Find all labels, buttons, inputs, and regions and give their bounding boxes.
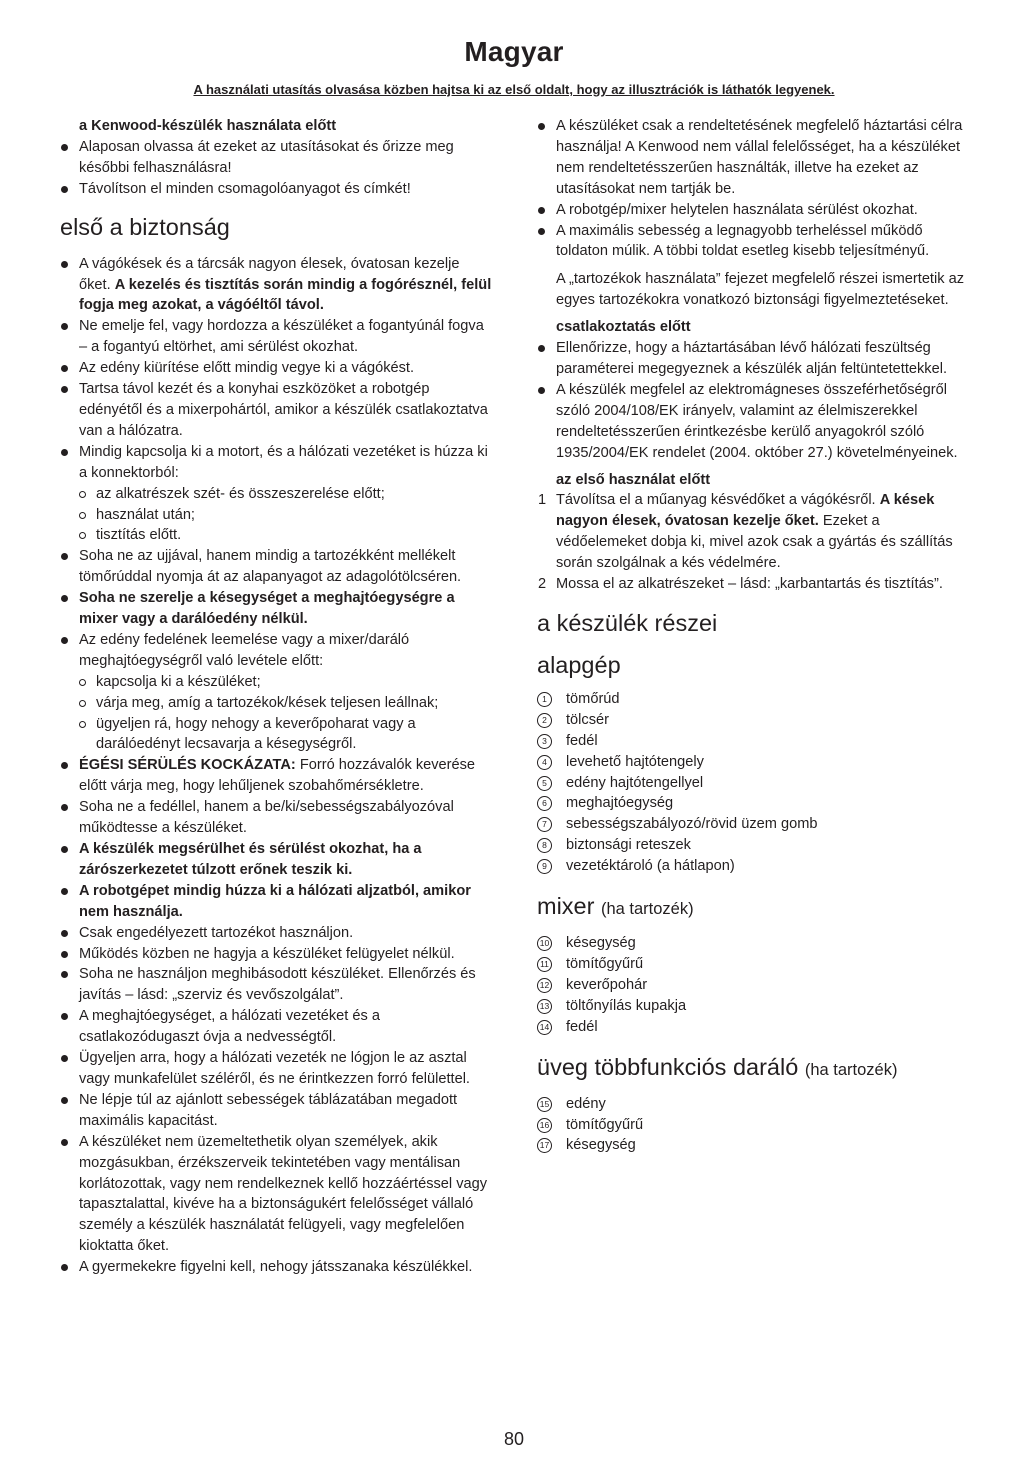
list-item (60, 254, 492, 317)
part-item (537, 1017, 969, 1038)
list-item: A készüléket nem üzemeltethetik olyan személyek, akik mozgásukban, érzékszerveik tekintetében vagy mentálisan korlátozottak, vagy nem rendelkeznek kellő hozzáértéssel vagy tapasztalattal, kivéve ha a biztonságukért felelősséget vállaló személy a készülék használatát felügyeli, vagy megfelelően kioktatta őket. (60, 1132, 492, 1257)
part-label: tömőrúd (566, 690, 620, 707)
list-item: Ne lépje túl az ajánlott sebességek táblázatában megadott maximális kapacitást. (60, 1090, 492, 1132)
list-item: Mindig kapcsolja ki a motort, és a hálózati vezetéket is húzza ki a konnektorból: (60, 442, 492, 484)
numbered-item (537, 490, 969, 574)
part-item (537, 1094, 969, 1115)
parts-heading: a készülék részei (537, 609, 718, 636)
sub-list-item: várja meg, amíg a tartozékok/kések teljesen leállnak; (60, 693, 492, 714)
item-number: 2 (538, 576, 547, 593)
item-text: Ezeket a védőelemeket dobja ki, mivel azok csak a gyártás és szállítás során szolgálnak a kés védelmére. (556, 513, 953, 572)
part-label: fedél (566, 1018, 598, 1035)
mill-title: üveg többfunkciós daráló (537, 1053, 799, 1080)
part-label: fedél (566, 732, 598, 749)
part-item (537, 1135, 969, 1156)
mixer-title: mixer (537, 893, 595, 920)
part-number-badge: 8 (537, 838, 552, 853)
list-item: A robotgépet mindig húzza ki a hálózati aljzatból, amikor nem használja. (60, 881, 492, 923)
part-label: tölcsér (566, 711, 609, 728)
part-number-badge: 11 (537, 957, 552, 972)
numbered-item (537, 574, 969, 595)
part-label: töltőnyílás kupakja (566, 997, 687, 1014)
sub-list-item: használat után; (60, 505, 492, 526)
list-item: Soha ne az ujjával, hanem mindig a tartozékként mellékelt tömőrúddal nyomja át az alapanyagot az adagolótölcséren. (60, 546, 492, 588)
part-number-badge: 13 (537, 999, 552, 1014)
part-label: keverőpohár (566, 976, 648, 993)
list-item: A gyermekekre figyelni kell, nehogy játsszanaka készülékkel. (60, 1257, 492, 1278)
before-use-heading: a Kenwood-készülék használata előtt (79, 118, 337, 134)
list-item: Távolítson el minden csomagolóanyagot és címkét! (60, 179, 492, 200)
page-title: Magyar (464, 36, 564, 67)
part-number-badge: 14 (537, 1020, 552, 1035)
list-item: Az edény fedelének leemelése vagy a mixer/daráló meghajtóegységről való levétele előtt: (60, 630, 492, 672)
sub-list-item: az alkatrészek szét- és összeszerelése előtt; (60, 484, 492, 505)
item-number: 1 (538, 492, 547, 509)
part-number-badge: 17 (537, 1138, 552, 1153)
part-label: biztonsági reteszek (566, 837, 691, 854)
part-item (537, 933, 969, 954)
list-item: A meghajtóegységet, a hálózati vezetéket és a csatlakozódugaszt óvja a nedvességtől. (60, 1006, 492, 1048)
part-number-badge: 3 (537, 734, 552, 749)
part-item (537, 954, 969, 975)
list-item (60, 755, 492, 797)
part-label: edény hajtótengellyel (566, 774, 704, 791)
part-item (537, 752, 969, 773)
list-item: A maximális sebesség a legnagyobb terheléssel működő toldaton múlik. A többi toldat esetleg kisebb teljesítményű. (537, 221, 969, 263)
mill-heading (537, 1053, 969, 1084)
list-item: Csak engedélyezett tartozékot használjon. (60, 923, 492, 944)
part-label: meghajtóegység (566, 795, 674, 812)
part-label: tömítőgyűrű (566, 956, 644, 972)
list-item: Ellenőrizze, hogy a háztartásában lévő hálózati feszültség paraméterei megegyeznek a készülék alján feltüntetettekkel. (537, 338, 969, 380)
mixer-parts-list (537, 933, 969, 1038)
part-label: sebességszabályozó/rövid üzem gomb (566, 816, 818, 833)
mill-note: (ha tartozék) (804, 1060, 898, 1079)
part-label: levehető hajtótengely (566, 753, 704, 770)
part-number-badge: 16 (537, 1118, 552, 1133)
first-use-heading: az első használat előtt (556, 471, 711, 488)
list-item: Alaposan olvassa át ezeket az utasításokat és őrizze meg későbbi felhasználásra! (60, 137, 492, 179)
item-bold: A kezelés és tisztítás során mindig a fogórésznél, felül fogja meg azokat, a vágóéltől távol. (79, 276, 492, 314)
part-number-badge: 1 (537, 692, 552, 707)
list-item: Működés közben ne hagyja a készüléket felügyelet nélkül. (60, 944, 492, 965)
accessories-note: A „tartozékok használata” fejezet megfelelő részei ismertetik az egyes tartozékokra vonatkozó biztonsági figyelmeztetéseket. (556, 271, 964, 309)
list-item: A robotgép/mixer helytelen használata sérülést okozhat. (537, 200, 969, 221)
part-item (537, 1115, 969, 1136)
part-item (537, 689, 969, 710)
part-label: késegység (566, 1137, 636, 1154)
list-item: Az edény kiürítése előtt mindig vegye ki a vágókést. (60, 358, 492, 379)
part-item (537, 996, 969, 1017)
list-item: Soha ne használjon meghibásodott készüléket. Ellenőrzés és javítás – lásd: „szerviz és vevőszolgálat”. (60, 964, 492, 1006)
part-label: tömítőgyűrű (566, 1116, 644, 1133)
part-number-badge: 9 (537, 859, 552, 874)
item-text: A vágókések és a tárcsák nagyon élesek, óvatosan kezelje őket. (79, 255, 460, 293)
part-number-badge: 5 (537, 776, 552, 791)
safety-heading: első a biztonság (60, 213, 230, 240)
part-item (537, 856, 969, 877)
item-bold: A kések nagyon élesek, óvatosan kezelje őket. (556, 492, 935, 530)
part-item (537, 975, 969, 996)
part-number-badge: 4 (537, 755, 552, 770)
list-item: A készülék megfelel az elektromágneses összeférhetőségről szóló 2004/108/EK irányelv, valamint az élelmiszerekkel rendeltetésszerűen érintkezésbe kerülő anyagokról szóló 1935/2004/EK rendelet (2004. október 27.) követelményeinek. (537, 380, 969, 464)
sub-list-item: tisztítás előtt. (60, 525, 492, 546)
list-item: Tartsa távol kezét és a konyhai eszközöket a robotgép edényétől és a mixerpohártól, amikor a készülék csatlakoztatva van a hálózatra. (60, 379, 492, 442)
part-item (537, 710, 969, 731)
part-number-badge: 6 (537, 796, 552, 811)
part-number-badge: 15 (537, 1097, 552, 1112)
part-number-badge: 2 (537, 713, 552, 728)
item-text: Mossa el az alkatrészeket – lásd: „karbantartás és tisztítás”. (556, 576, 943, 593)
part-item (537, 731, 969, 752)
base-unit-heading: alapgép (537, 651, 621, 678)
mixer-heading (537, 892, 969, 923)
item-text: Forró hozzávalók keverése előtt várja meg, hogy lehűljenek szobahőmérsékletre. (79, 757, 476, 795)
part-number-badge: 10 (537, 936, 552, 951)
page-subtitle: A használati utasítás olvasása közben hajtsa ki az első oldalt, hogy az illusztrációk is láthatók legyenek. (193, 82, 835, 97)
list-item: Ügyeljen arra, hogy a hálózati vezeték ne lógjon le az asztal vagy munkafelület széléről, és ne érintkezzen forró felülettel. (60, 1048, 492, 1090)
list-item: Soha ne szerelje a késegységet a meghajtóegységre a mixer vagy a darálóedény nélkül. (60, 588, 492, 630)
part-item (537, 835, 969, 856)
mill-parts-list (537, 1094, 969, 1157)
part-label: edény (566, 1095, 606, 1112)
part-item (537, 793, 969, 814)
right-column (537, 116, 969, 1156)
list-item: Ne emelje fel, vagy hordozza a készüléket a fogantyúnál fogva – a fogantyú eltörhet, ami sérülést okozhat. (60, 316, 492, 358)
list-item: Soha ne a fedéllel, hanem a be/ki/sebességszabályozóval működtesse a készüléket. (60, 797, 492, 839)
part-number-badge: 7 (537, 817, 552, 832)
part-label: késegység (566, 935, 636, 952)
item-bold: ÉGÉSI SÉRÜLÉS KOCKÁZATA: (79, 757, 296, 774)
part-item (537, 814, 969, 835)
left-column (60, 116, 492, 1278)
list-item: A készülék megsérülhet és sérülést okozhat, ha a zárószerkezetet túlzott erőnek teszik ki. (60, 839, 492, 881)
sub-list-item: ügyeljen rá, hogy nehogy a keverőpoharat vagy a darálóedényt lecsavarja a késegységről. (60, 714, 492, 756)
part-number-badge: 12 (537, 978, 552, 993)
mixer-note: (ha tartozék) (600, 900, 694, 919)
item-text: Távolítsa el a műanyag késvédőket a vágókésről. (556, 492, 876, 509)
sub-list-item: kapcsolja ki a készüléket; (60, 672, 492, 693)
part-label: vezetéktároló (a hátlapon) (566, 858, 735, 875)
connection-heading: csatlakoztatás előtt (556, 319, 691, 336)
part-item (537, 773, 969, 794)
base-parts-list (537, 689, 969, 877)
page-number: 80 (503, 1429, 525, 1449)
list-item: A készüléket csak a rendeltetésének megfelelő háztartási célra használja! A Kenwood nem vállal felelősséget, ha a készüléket nem rendeltetésszerűen használták, illetve ha ezeket az utasításokat nem tartják be. (537, 116, 969, 200)
